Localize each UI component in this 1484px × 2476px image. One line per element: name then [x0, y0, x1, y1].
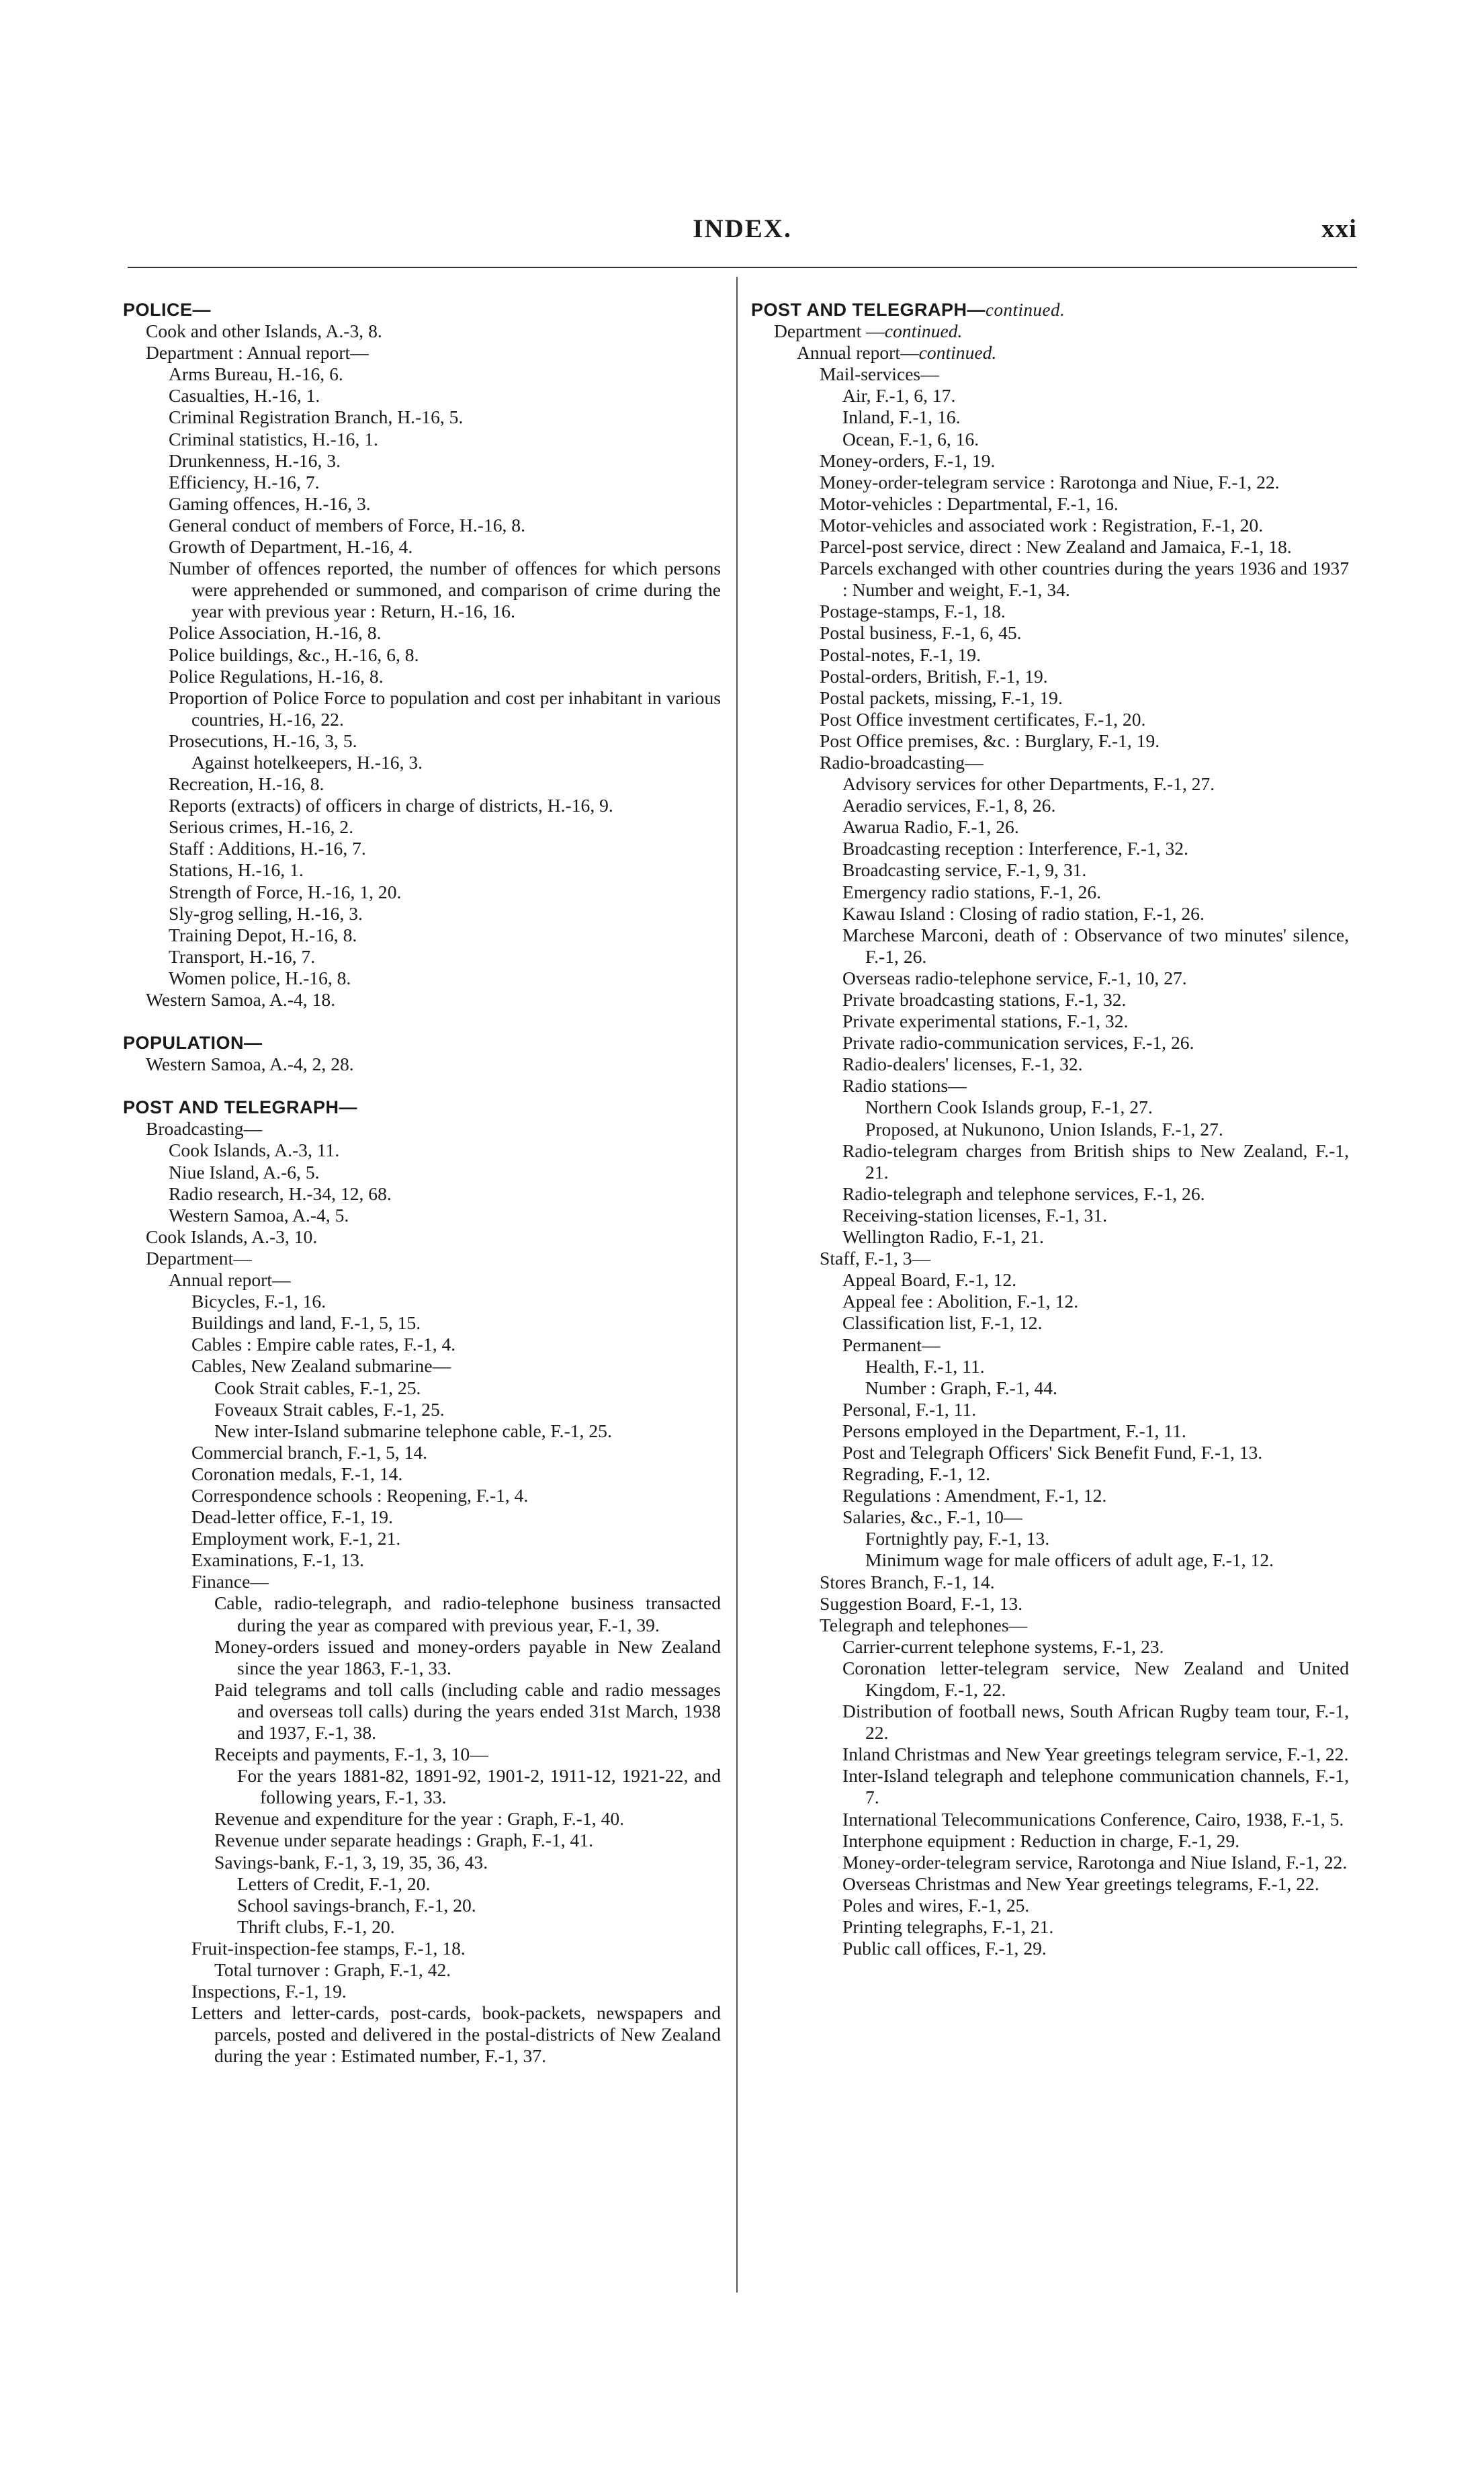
- index-entry: [123, 364, 721, 385]
- index-entry: [751, 342, 1349, 364]
- entry-text: School savings-branch, F.-1, 20.: [237, 1894, 476, 1916]
- entry-text: Annual report—: [169, 1269, 291, 1291]
- entry-text: Inter-Island telegraph and telephone communication channels, F.-1, 7.: [842, 1765, 1349, 1808]
- entry-text: Salaries, &c., F.-1, 10—: [842, 1506, 1022, 1528]
- entry-text: Criminal statistics, H.-16, 1.: [169, 428, 378, 450]
- index-entry: [751, 472, 1349, 493]
- entry-text: Emergency radio stations, F.-1, 26.: [842, 881, 1102, 902]
- index-entry: [751, 1658, 1349, 1701]
- index-entry: [123, 472, 721, 493]
- page-title: INDEX.: [693, 214, 792, 243]
- entry-text: Number of offences reported, the number of offences for which persons were apprehended or summoned, and comparison of crime during the year with previous year : Return, H.-16, 16.: [169, 558, 721, 622]
- entry-text: Air, F.-1, 6, 17.: [842, 385, 956, 407]
- entry-text: Police buildings, &c., H.-16, 6, 8.: [169, 644, 419, 665]
- entry-text: Radio-telegraph and telephone services, F.-1, 26.: [842, 1183, 1205, 1204]
- index-entry: [123, 1938, 721, 1959]
- entry-text: Cable, radio-telegraph, and radio-telephone business transacted during the year as compared with previous year, F.-1, 39.: [214, 1592, 721, 1635]
- index-entry: [751, 1549, 1349, 1571]
- continued-note: continued.: [986, 300, 1065, 320]
- index-entry: [123, 1420, 721, 1442]
- entry-text: Persons employed in the Department, F.-1, 11.: [842, 1420, 1186, 1441]
- index-entry: [123, 493, 721, 515]
- entry-text: Recreation, H.-16, 8.: [169, 773, 324, 795]
- entry-text: Receiving-station licenses, F.-1, 31.: [842, 1204, 1107, 1226]
- index-entry: [123, 1830, 721, 1851]
- entry-text: Western Samoa, A.-4, 18.: [146, 989, 336, 1010]
- index-entry: [751, 1420, 1349, 1442]
- entry-text: Thrift clubs, F.-1, 20.: [237, 1916, 395, 1937]
- entry-text: Telegraph and telephones—: [820, 1614, 1028, 1635]
- entry-text: Inland Christmas and New Year greetings telegram service, F.-1, 22.: [842, 1744, 1349, 1765]
- index-entry: [751, 989, 1349, 1011]
- index-entry: [123, 1485, 721, 1506]
- index-entry: [123, 1140, 721, 1161]
- index-entry: [123, 385, 721, 407]
- entry-text: Inspections, F.-1, 19.: [191, 1981, 347, 2002]
- index-entry: [123, 2002, 721, 2067]
- index-entry: [123, 407, 721, 428]
- entry-text: Appeal Board, F.-1, 12.: [842, 1269, 1017, 1291]
- index-entry: [751, 1485, 1349, 1506]
- entry-text: Regulations : Amendment, F.-1, 12.: [842, 1485, 1107, 1506]
- entry-text: Postal packets, missing, F.-1, 19.: [820, 687, 1063, 708]
- entry-text: Awarua Radio, F.-1, 26.: [842, 816, 1019, 838]
- index-entry: [123, 816, 721, 838]
- entry-text: Against hotelkeepers, H.-16, 3.: [191, 751, 423, 773]
- index-entry: [123, 1226, 721, 1248]
- entry-text: Fruit-inspection-fee stamps, F.-1, 18.: [191, 1937, 466, 1959]
- entry-text: Regrading, F.-1, 12.: [842, 1463, 991, 1485]
- index-entry: [751, 407, 1349, 428]
- index-entry: [751, 1269, 1349, 1291]
- index-entry: [123, 1377, 721, 1399]
- index-entry: [751, 882, 1349, 903]
- entry-text: Stores Branch, F.-1, 14.: [820, 1571, 995, 1592]
- index-entry: [123, 1981, 721, 2002]
- entry-text: Women police, H.-16, 8.: [169, 967, 351, 988]
- index-entry: [123, 838, 721, 859]
- entry-text: Prosecutions, H.-16, 3, 5.: [169, 730, 357, 751]
- index-entry: [123, 342, 721, 364]
- index-entry: [751, 1119, 1349, 1140]
- entry-text: Post Office investment certificates, F.-1, 20.: [820, 708, 1146, 730]
- entry-text: Letters and letter-cards, post-cards, book-packets, newspapers and parcels, posted and delivered in the postal-districts of New Zealand during the year : Estimated number, F.-1, 37.: [191, 2002, 721, 2067]
- index-entry: [751, 1701, 1349, 1744]
- index-entry: [123, 1679, 721, 1744]
- entry-text: Radio-dealers' licenses, F.-1, 32.: [842, 1054, 1083, 1075]
- index-entry: [123, 1334, 721, 1355]
- index-entry: [123, 1636, 721, 1679]
- entry-text: Wellington Radio, F.-1, 21.: [842, 1226, 1044, 1248]
- index-entry: [751, 773, 1349, 795]
- index-entry: [123, 1205, 721, 1226]
- entry-text: Minimum wage for male officers of adult age, F.-1, 12.: [865, 1549, 1274, 1571]
- entry-text: Parcel-post service, direct : New Zealand and Jamaica, F.-1, 18.: [820, 536, 1292, 558]
- index-entry: [751, 1442, 1349, 1463]
- index-entry: [751, 385, 1349, 407]
- entry-text: POST AND TELEGRAPH—: [751, 300, 986, 320]
- entry-text: Inland, F.-1, 16.: [842, 407, 961, 428]
- entry-text: Ocean, F.-1, 6, 16.: [842, 428, 979, 450]
- entry-text: Postal-notes, F.-1, 19.: [820, 644, 981, 665]
- entry-text: Efficiency, H.-16, 7.: [169, 471, 320, 493]
- entry-text: Fortnightly pay, F.-1, 13.: [865, 1528, 1050, 1549]
- entry-text: Drunkenness, H.-16, 3.: [169, 450, 341, 471]
- index-entry: [123, 1765, 721, 1808]
- entry-text: Coronation letter-telegram service, New Zealand and United Kingdom, F.-1, 22.: [842, 1657, 1349, 1700]
- entry-text: Money-order-telegram service, Rarotonga and Niue Island, F.-1, 22.: [842, 1851, 1348, 1873]
- index-entry: [751, 687, 1349, 709]
- index-entry: [123, 1895, 721, 1916]
- index-entry: [751, 1528, 1349, 1549]
- index-entry: [751, 1248, 1349, 1269]
- index-entry: [751, 1205, 1349, 1226]
- entry-text: Broadcasting—: [146, 1118, 263, 1140]
- entry-text: Poles and wires, F.-1, 25.: [842, 1894, 1030, 1916]
- entry-text: Proportion of Police Force to population and cost per inhabitant in various countries, H.-16, 22.: [169, 687, 721, 730]
- column-divider: [736, 277, 738, 2293]
- entry-text: Advisory services for other Departments, F.-1, 27.: [842, 773, 1215, 795]
- entry-text: Overseas Christmas and New Year greetings telegrams, F.-1, 22.: [842, 1873, 1319, 1894]
- index-entry: [751, 1744, 1349, 1765]
- entry-text: Growth of Department, H.-16, 4.: [169, 536, 413, 558]
- index-entry: [123, 1162, 721, 1183]
- entry-text: POLICE—: [123, 300, 212, 320]
- entry-text: Classification list, F.-1, 12.: [842, 1312, 1043, 1334]
- index-entry: [123, 321, 721, 342]
- entry-text: Coronation medals, F.-1, 14.: [191, 1463, 403, 1484]
- entry-text: Northern Cook Islands group, F.-1, 27.: [865, 1097, 1153, 1118]
- entry-text: Kawau Island : Closing of radio station, F.-1, 26.: [842, 902, 1205, 924]
- index-entry: [123, 558, 721, 622]
- index-entry: [751, 1463, 1349, 1485]
- index-entry: [751, 1636, 1349, 1658]
- index-entry: [751, 1830, 1349, 1852]
- entry-text: Parcels exchanged with other countries during the years 1936 and 1937 : Number and weight, F.-1, 34.: [820, 558, 1349, 601]
- entry-text: Number : Graph, F.-1, 44.: [865, 1377, 1057, 1398]
- index-entry: [123, 1873, 721, 1895]
- entry-text: Postal-orders, British, F.-1, 19.: [820, 665, 1048, 687]
- entry-text: Serious crimes, H.-16, 2.: [169, 816, 354, 838]
- index-entry: [123, 1528, 721, 1549]
- index-entry: [123, 1959, 721, 1981]
- index-entry: [751, 1873, 1349, 1895]
- entry-text: Letters of Credit, F.-1, 20.: [237, 1873, 431, 1894]
- index-entry: [123, 1852, 721, 1873]
- index-entry: [751, 644, 1349, 666]
- entry-text: Printing telegraphs, F.-1, 21.: [842, 1916, 1054, 1938]
- entry-text: Suggestion Board, F.-1, 13.: [820, 1592, 1023, 1614]
- entry-text: Western Samoa, A.-4, 5.: [169, 1204, 349, 1226]
- index-entry: [751, 1938, 1349, 1959]
- index-heading: [123, 1032, 721, 1054]
- entry-text: Carrier-current telephone systems, F.-1, 23.: [842, 1635, 1164, 1657]
- index-entry: [751, 1377, 1349, 1399]
- continued-note: continued.: [884, 321, 963, 342]
- entry-text: Gaming offences, H.-16, 3.: [169, 493, 371, 514]
- entry-text: Department : Annual report—: [146, 342, 369, 364]
- entry-text: Staff, F.-1, 3—: [820, 1248, 931, 1269]
- entry-text: Cook Islands, A.-3, 10.: [146, 1226, 318, 1247]
- entry-text: International Telecommunications Conference, Cairo, 1938, F.-1, 5.: [842, 1808, 1344, 1830]
- entry-text: Casualties, H.-16, 1.: [169, 385, 320, 407]
- entry-text: Personal, F.-1, 11.: [842, 1398, 977, 1420]
- entry-text: Total turnover : Graph, F.-1, 42.: [214, 1959, 451, 1981]
- entry-text: Cables, New Zealand submarine—: [191, 1355, 451, 1377]
- index-entry: [751, 1312, 1349, 1334]
- index-entry: [751, 1852, 1349, 1873]
- index-entry: [123, 687, 721, 730]
- entry-text: Cook Strait cables, F.-1, 25.: [214, 1377, 421, 1398]
- entry-text: Department —: [774, 321, 885, 342]
- index-entry: [751, 1226, 1349, 1248]
- index-entry: [123, 1506, 721, 1528]
- index-entry: [123, 1592, 721, 1635]
- entry-text: For the years 1881-82, 1891-92, 1901-2, 1911-12, 1921-22, and following years, F.-1, 33.: [237, 1765, 721, 1808]
- index-entry: [123, 622, 721, 644]
- index-entry: [751, 968, 1349, 989]
- index-entry: [751, 493, 1349, 515]
- index-entry: [751, 1011, 1349, 1032]
- entry-text: Broadcasting reception : Interference, F.-1, 32.: [842, 838, 1188, 859]
- index-entry: [751, 838, 1349, 859]
- entry-text: Private radio-communication services, F.-1, 26.: [842, 1032, 1194, 1054]
- index-entry: [751, 925, 1349, 968]
- index-entry: [123, 1355, 721, 1377]
- entry-text: Revenue and expenditure for the year : Graph, F.-1, 40.: [214, 1808, 625, 1830]
- entry-text: Money-order-telegram service : Rarotonga and Niue, F.-1, 22.: [820, 471, 1280, 493]
- page-header: [128, 214, 1357, 254]
- index-entry: [123, 795, 721, 816]
- index-entry: [123, 903, 721, 925]
- index-column-left: [123, 299, 721, 2067]
- index-entry: [751, 536, 1349, 558]
- entry-text: Niue Island, A.-6, 5.: [169, 1161, 320, 1183]
- index-entry: [751, 1593, 1349, 1615]
- entry-text: Stations, H.-16, 1.: [169, 859, 304, 881]
- entry-text: Employment work, F.-1, 21.: [191, 1528, 401, 1549]
- index-entry: [751, 1140, 1349, 1183]
- index-entry: [123, 968, 721, 989]
- index-entry: [751, 321, 1349, 342]
- entry-text: Finance—: [191, 1571, 269, 1592]
- index-entry: [751, 730, 1349, 752]
- entry-text: Police Association, H.-16, 8.: [169, 622, 382, 644]
- index-entry: [123, 1744, 721, 1765]
- index-entry: [123, 730, 721, 752]
- index-entry: [123, 1291, 721, 1312]
- index-entry: [751, 622, 1349, 644]
- entry-text: Buildings and land, F.-1, 5, 15.: [191, 1312, 421, 1334]
- index-entry: [123, 882, 721, 903]
- entry-text: Staff : Additions, H.-16, 7.: [169, 838, 366, 859]
- index-entry: [751, 429, 1349, 450]
- entry-text: Private experimental stations, F.-1, 32.: [842, 1011, 1129, 1032]
- index-entry: [751, 1032, 1349, 1054]
- index-entry: [123, 1269, 721, 1291]
- entry-text: POPULATION—: [123, 1033, 263, 1054]
- index-entry: [123, 1571, 721, 1592]
- index-entry: [123, 429, 721, 450]
- entry-text: Proposed, at Nukunono, Union Islands, F.-1, 27.: [865, 1118, 1223, 1140]
- index-entry: [751, 1334, 1349, 1356]
- index-entry: [123, 450, 721, 472]
- index-entry: [123, 1054, 721, 1075]
- index-entry: [751, 1399, 1349, 1420]
- index-entry: [123, 1463, 721, 1485]
- entry-text: Training Depot, H.-16, 8.: [169, 924, 357, 945]
- entry-text: Postal business, F.-1, 6, 45.: [820, 622, 1022, 644]
- entry-text: Cook Islands, A.-3, 11.: [169, 1140, 340, 1161]
- entry-text: Police Regulations, H.-16, 8.: [169, 665, 384, 687]
- entry-text: Savings-bank, F.-1, 3, 19, 35, 36, 43.: [214, 1851, 488, 1873]
- entry-text: Foveaux Strait cables, F.-1, 25.: [214, 1398, 445, 1420]
- index-entry: [123, 1808, 721, 1830]
- index-entry: [123, 1183, 721, 1205]
- index-entry: [751, 601, 1349, 622]
- entry-text: Money-orders, F.-1, 19.: [820, 450, 996, 471]
- entry-text: Revenue under separate headings : Graph, F.-1, 41.: [214, 1830, 594, 1851]
- index-entry: [751, 364, 1349, 385]
- index-entry: [751, 859, 1349, 881]
- index-entry: [751, 1356, 1349, 1377]
- entry-text: Marchese Marconi, death of : Observance of two minutes' silence, F.-1, 26.: [842, 924, 1349, 967]
- index-entry: [751, 816, 1349, 838]
- entry-text: Radio-broadcasting—: [820, 751, 984, 773]
- index-entry: [123, 989, 721, 1011]
- index-entry: [751, 1765, 1349, 1808]
- index-entry: [751, 1895, 1349, 1916]
- index-entry: [751, 1097, 1349, 1118]
- entry-text: Criminal Registration Branch, H.-16, 5.: [169, 407, 464, 428]
- continued-note: continued.: [918, 342, 997, 364]
- entry-text: Correspondence schools : Reopening, F.-1, 4.: [191, 1484, 529, 1506]
- index-entry: [123, 536, 721, 558]
- index-entry: [123, 1399, 721, 1420]
- entry-text: General conduct of members of Force, H.-16, 8.: [169, 514, 526, 536]
- entry-text: POST AND TELEGRAPH—: [123, 1097, 358, 1118]
- entry-text: Cables : Empire cable rates, F.-1, 4.: [191, 1334, 456, 1355]
- index-entry: [123, 752, 721, 773]
- entry-text: Postage-stamps, F.-1, 18.: [820, 601, 1006, 622]
- index-column-right: [751, 299, 1349, 1959]
- index-entry: [751, 1506, 1349, 1528]
- entry-text: Sly-grog selling, H.-16, 3.: [169, 902, 363, 924]
- entry-text: Cook and other Islands, A.-3, 8.: [146, 321, 382, 342]
- index-entry: [123, 644, 721, 666]
- index-entry: [751, 1809, 1349, 1830]
- index-entry: [751, 1291, 1349, 1312]
- index-entry: [751, 903, 1349, 925]
- index-entry: [123, 1248, 721, 1269]
- entry-text: Paid telegrams and toll calls (including cable and radio messages and overseas toll calls) during the years ended 31st March, 1938 and 1937, F.-1, 38.: [214, 1678, 721, 1743]
- entry-text: Aeradio services, F.-1, 8, 26.: [842, 795, 1056, 816]
- entry-text: New inter-Island submarine telephone cable, F.-1, 25.: [214, 1420, 612, 1441]
- header-rule: [128, 267, 1357, 268]
- index-entry: [123, 1312, 721, 1334]
- index-entry: [751, 1075, 1349, 1097]
- index-entry: [751, 1054, 1349, 1075]
- index-entry: [123, 1442, 721, 1463]
- entry-text: Radio-telegram charges from British ships to New Zealand, F.-1, 21.: [842, 1140, 1349, 1183]
- entry-text: Dead-letter office, F.-1, 19.: [191, 1506, 393, 1528]
- index-entry: [751, 1183, 1349, 1205]
- entry-text: Examinations, F.-1, 13.: [191, 1549, 364, 1571]
- entry-text: Broadcasting service, F.-1, 9, 31.: [842, 859, 1087, 881]
- entry-text: Mail-services—: [820, 364, 939, 385]
- entry-text: Arms Bureau, H.-16, 6.: [169, 364, 343, 385]
- index-entry: [123, 773, 721, 795]
- index-entry: [751, 515, 1349, 536]
- entry-text: Private broadcasting stations, F.-1, 32.: [842, 989, 1127, 1010]
- entry-text: Receipts and payments, F.-1, 3, 10—: [214, 1744, 488, 1765]
- entry-text: Commercial branch, F.-1, 5, 14.: [191, 1441, 428, 1463]
- entry-text: Radio stations—: [842, 1075, 967, 1097]
- entry-text: Radio research, H.-34, 12, 68.: [169, 1183, 392, 1204]
- index-entry: [123, 1916, 721, 1938]
- entry-text: Health, F.-1, 11.: [865, 1355, 985, 1377]
- entry-text: Public call offices, F.-1, 29.: [842, 1938, 1047, 1959]
- index-entry: [751, 450, 1349, 472]
- index-entry: [123, 1549, 721, 1571]
- entry-text: Interphone equipment : Reduction in charge, F.-1, 29.: [842, 1830, 1240, 1851]
- entry-text: Post and Telegraph Officers' Sick Benefit Fund, F.-1, 13.: [842, 1441, 1263, 1463]
- index-entry: [123, 946, 721, 968]
- entry-text: Reports (extracts) of officers in charge of districts, H.-16, 9.: [169, 795, 613, 816]
- entry-text: Motor-vehicles and associated work : Registration, F.-1, 20.: [820, 514, 1264, 536]
- index-entry: [123, 515, 721, 536]
- index-entry: [751, 558, 1349, 601]
- entry-text: Annual report—: [797, 342, 919, 364]
- entry-text: Transport, H.-16, 7.: [169, 945, 316, 967]
- entry-text: Appeal fee : Abolition, F.-1, 12.: [842, 1291, 1079, 1312]
- page-number: xxi: [1321, 214, 1357, 243]
- index-entry: [123, 666, 721, 687]
- index-heading: [123, 299, 721, 321]
- index-entry: [123, 1118, 721, 1140]
- index-heading: [751, 299, 1349, 321]
- index-entry: [751, 1916, 1349, 1938]
- entry-text: Strength of Force, H.-16, 1, 20.: [169, 881, 402, 902]
- entry-text: Department—: [146, 1247, 252, 1269]
- index-entry: [751, 1615, 1349, 1636]
- entry-text: Money-orders issued and money-orders payable in New Zealand since the year 1863, F.-1, 33.: [214, 1635, 721, 1678]
- entry-text: Overseas radio-telephone service, F.-1, 10, 27.: [842, 967, 1187, 988]
- index-heading: [123, 1097, 721, 1118]
- index-entry: [751, 1572, 1349, 1593]
- index-entry: [751, 666, 1349, 687]
- entry-text: Western Samoa, A.-4, 2, 28.: [146, 1054, 354, 1075]
- entry-text: Permanent—: [842, 1334, 941, 1355]
- index-entry: [751, 752, 1349, 773]
- entry-text: Motor-vehicles : Departmental, F.-1, 16.: [820, 493, 1119, 514]
- index-entry: [123, 925, 721, 946]
- index-entry: [751, 795, 1349, 816]
- entry-text: Bicycles, F.-1, 16.: [191, 1291, 326, 1312]
- entry-text: Distribution of football news, South African Rugby team tour, F.-1, 22.: [842, 1701, 1349, 1744]
- entry-text: Post Office premises, &c. : Burglary, F.-1, 19.: [820, 730, 1160, 751]
- index-entry: [751, 709, 1349, 730]
- index-entry: [123, 859, 721, 881]
